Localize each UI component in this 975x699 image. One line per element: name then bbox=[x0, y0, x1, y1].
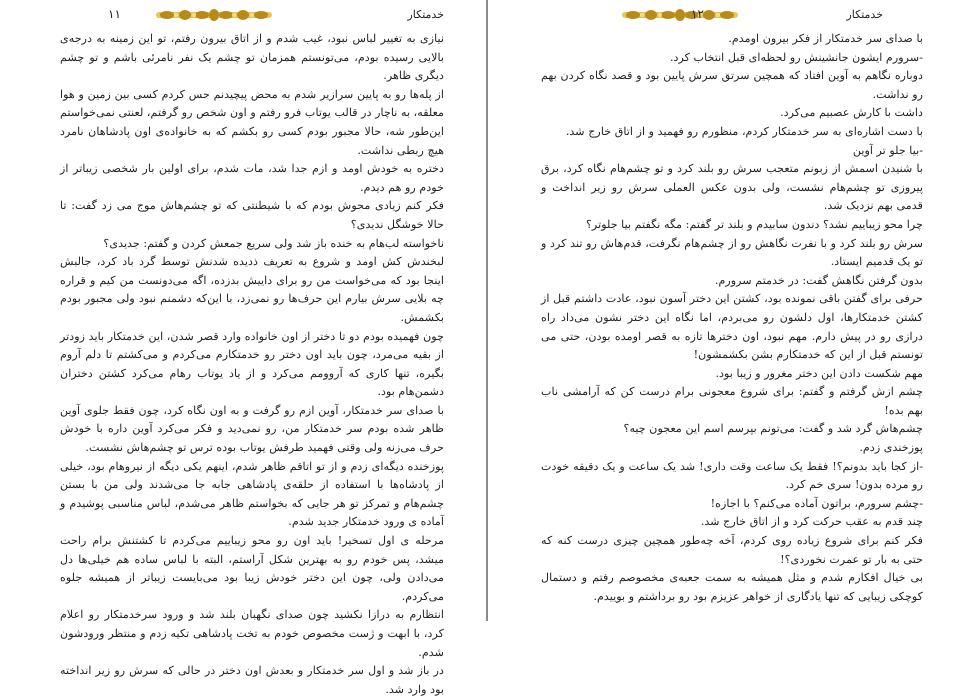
paragraph: چون فهمیده بودم دو تا دختر از اون خانواده وارد قصر شدن، این خدمتکار باید زودتر از بقیه می‌مرد، چون باید اون دختر رو خدمتکارم می‌کردم و می‌کشتم تا دلم آروم بگیره، تنها کاری که آروومم می‌کرد و از یاد یوتاب رهام می‌کرد کشتن دختران دشمن‌هام بود. bbox=[60, 329, 444, 399]
page-body bbox=[60, 30, 444, 699]
page-body bbox=[541, 30, 923, 606]
page-header bbox=[541, 6, 923, 28]
paragraph: مهم شکست دادن این دختر مغرور و زیبا بود. bbox=[715, 366, 923, 380]
paragraph: با صدای سر خدمتکار، آوین ازم رو گرفت و به اون نگاه کرد، چون فقط جلوی آوین ظاهر شده بودم سر خدمتکار من، رو نمی‌دید و فکر می‌کرد آوین داره با خودش حرف می‌زنه ولی وقتی فهمید طرفش یوتاب بوده ترس تو چشم‌هاش نشست. bbox=[60, 403, 444, 455]
paragraph: چند قدم به عقب حرکت کرد و از اتاق خارج شد. bbox=[700, 515, 923, 529]
paragraph: -سرورم ایشون جانشینش رو لحظه‌ای قبل انتخاب کرد. bbox=[669, 50, 923, 64]
page-header bbox=[60, 6, 444, 28]
left-page bbox=[0, 0, 486, 696]
paragraph: -بیا جلو تر آوین bbox=[852, 143, 923, 157]
paragraph: -چشم سرورم، براتون آماده می‌کنم؟ با اجازه! bbox=[710, 496, 923, 510]
paragraph: دختره به خودش اومد و ازم جدا شد، مات شدم، برای اولین بار شخصی زیباتر از خودم رو هم دیدم. bbox=[60, 162, 444, 194]
ornament-icon bbox=[621, 8, 739, 22]
paragraph: حرفی برای گفتن باقی نمونده بود، کشتن این دختر آسون نبود، عادت داشتم قبل از کشتن خدمتکارها، اول دلشون رو می‌بردم، اما نگاه این دختر نشون می‌داد راه درازی رو در پیش دارم. مهم نبود، اون دخترها تازه به قصر اومده بودن، حتی می تونستم قبل از این که خدمتکارم بشن بکشمشون! bbox=[541, 292, 923, 362]
paragraph: انتظارم به درازا نکشید چون صدای نگهبان بلند شد و ورود سرخدمتکار رو اعلام کرد، با ابهت و ژست مخصوص خودم به تخت پادشاهی تکیه زدم و منتظر ورودشون شدم. bbox=[60, 608, 444, 659]
right-page bbox=[489, 0, 975, 621]
paragraph: چشم‌هاش گرد شد و گفت: می‌تونم بپرسم اسم این معجون چیه؟ bbox=[623, 422, 923, 436]
paragraph: ناخواسته لب‌هام به خنده باز شد ولی سریع جمعش کردن و گفتم: جدیدی؟ bbox=[103, 236, 444, 250]
paragraph: -از کجا باید بدونم؟! فقط یک ساعت وقت داری! شد یک ساعت و یک دقیقه خودت رو مرده بدون! سری خم کرد. bbox=[541, 459, 923, 492]
paragraph: مرحله ی اول تسخیر! باید اون رو محو زیباییم می‌کردم تا کشتنش برام راحت میشد، پس خودم رو به بهترین شکل آراستم، البته با لباس ساده هم خیلی‌ها دل می‌دادن ولی، چون این دختر خودش زیبا بود می‌بایست زیباتر از همیشه جلوه می‌کردم. bbox=[60, 534, 444, 603]
running-title: خدمتکار bbox=[407, 8, 444, 21]
paragraph: لبخندش کش اومد و شروع به تعریف ذدیده شدنش توسط گرد باد کرد، جالبش اینجا بود که می‌خواست من رو برای داییش بدزده، اگه می‌دونست من کیم و قراره چه بلایی سرش بیارم این حرف‌ها رو نمی‌زد، با این‌که دشمنم نبود ولی مجبور بودم بکشمش. bbox=[60, 255, 444, 324]
paragraph: پوزخنده دیگه‌ای زدم و از تو اتاقم ظاهر شدم، اینهم یکی دیگه از نیروهام بود، خیلی از پادشاه‌ها با استفاده از حلقه‌ی پادشاهی جابه جا می‌شدند ولی من با بستن چشم‌هام و تمرکز تو هر جایی که بخواستم ظاهر می‌شدم، لباس مناسبی پوشیدم و آماده ی ورود خدمتکار جدید شدم. bbox=[60, 459, 444, 529]
page-divider bbox=[486, 0, 488, 621]
paragraph: در باز شد و اول سر خدمتکار و بعدش اون دختر در حالی که سرش رو زیر انداخته بود وارد شد. bbox=[60, 664, 444, 696]
ornament-icon bbox=[155, 8, 273, 22]
paragraph: چشم ازش گرفتم و گفتم: برای شروع معجونی برام درست کن که آرامشی ناب بهم بده! bbox=[541, 385, 923, 417]
paragraph: با دست اشاره‌ای به سر خدمتکار کردم، منظورم رو فهمید و از اتاق خارج شد. bbox=[565, 124, 923, 138]
paragraph: داشت با کارش عصبیم می‌کرد. bbox=[780, 106, 923, 120]
page-number: ۱۲ bbox=[691, 7, 704, 21]
page-number: ۱۱ bbox=[108, 7, 121, 21]
paragraph: بی خیال افکارم شدم و مثل همیشه به سمت جعبه‌ی مخصوصم رفتم و دستمال کوچکی زیبایی که تنها یادگاری از خواهر عزیزم بود رو برداشتم و بوییدم. bbox=[541, 571, 923, 603]
paragraph: فکر کنم زیادی محوش بودم که با شیطنتی که تو چشم‌هاش موج می زد گفت: تا حالا خوشگل ندیدی؟ bbox=[60, 199, 444, 231]
paragraph: با صدای سر خدمتکار از فکر بیرون اومدم. bbox=[728, 32, 923, 45]
paragraph: سرش رو بلند کرد و با نفرت نگاهش رو از چشم‌هام نگرفت، قدم‌هاش رو تند کرد و تو یک قدمیم ایستاد. bbox=[541, 236, 923, 269]
paragraph: پوزخندی زدم. bbox=[859, 441, 923, 455]
paragraph: فکر کنم برای شروع زیاده روی کردم، آخه چه‌طور همچین چیزی درست کنه که حتی به بار تو عمرت نخوردی؟! bbox=[541, 534, 923, 566]
paragraph: چرا محو زیباییم نشد؟ دندون سابیدم و بلند تر گفتم: مگه نگفتم بیا جلوتر؟ bbox=[585, 217, 923, 231]
paragraph: از پله‌ها رو به پایین سرازیر شدم به محض پیچیدنم حس کردم کسی بین زمین و هوا معلقه، به ناچار در قالب یوتاب فرو رفتم و اون شخص رو گرفتم، لعنتی نمی‌خواستم این‌طور شه، حالا مجبور بودم کسی رو بکشم که به خانواده‌ی اون پادشاهان نامرد هیچ ربطی نداشت. bbox=[60, 87, 444, 157]
paragraph: نیازی به تغییر لباس نبود، غیب شدم و از اتاق بیرون رفتم، تو این زمینه به درجه‌ی بالایی رسیده بودم، می‌تونستم همزمان تو چشم یک نفر نامرئی باشم و تو چشم دیگری ظاهر. bbox=[60, 32, 444, 83]
running-title: خدمتکار bbox=[846, 8, 883, 21]
paragraph: با شنیدن اسمش از زبونم متعجب سرش رو بلند کرد و تو چشم‌هام نگاه کرد، برق پیروزی تو چشم‌هام نشست، ولی بدون عکس العملی سرش رو زیر انداخت و قدمی بهم نزدیک شد. bbox=[541, 162, 923, 213]
paragraph: دوباره نگاهم به آوین افتاد که همچین سرتق سرش پایین بود و قصد نگاه کردن بهم رو نداشت. bbox=[541, 69, 923, 101]
paragraph: بدون گرفتن نگاهش گفت: در خدمتم سرورم. bbox=[714, 273, 923, 287]
